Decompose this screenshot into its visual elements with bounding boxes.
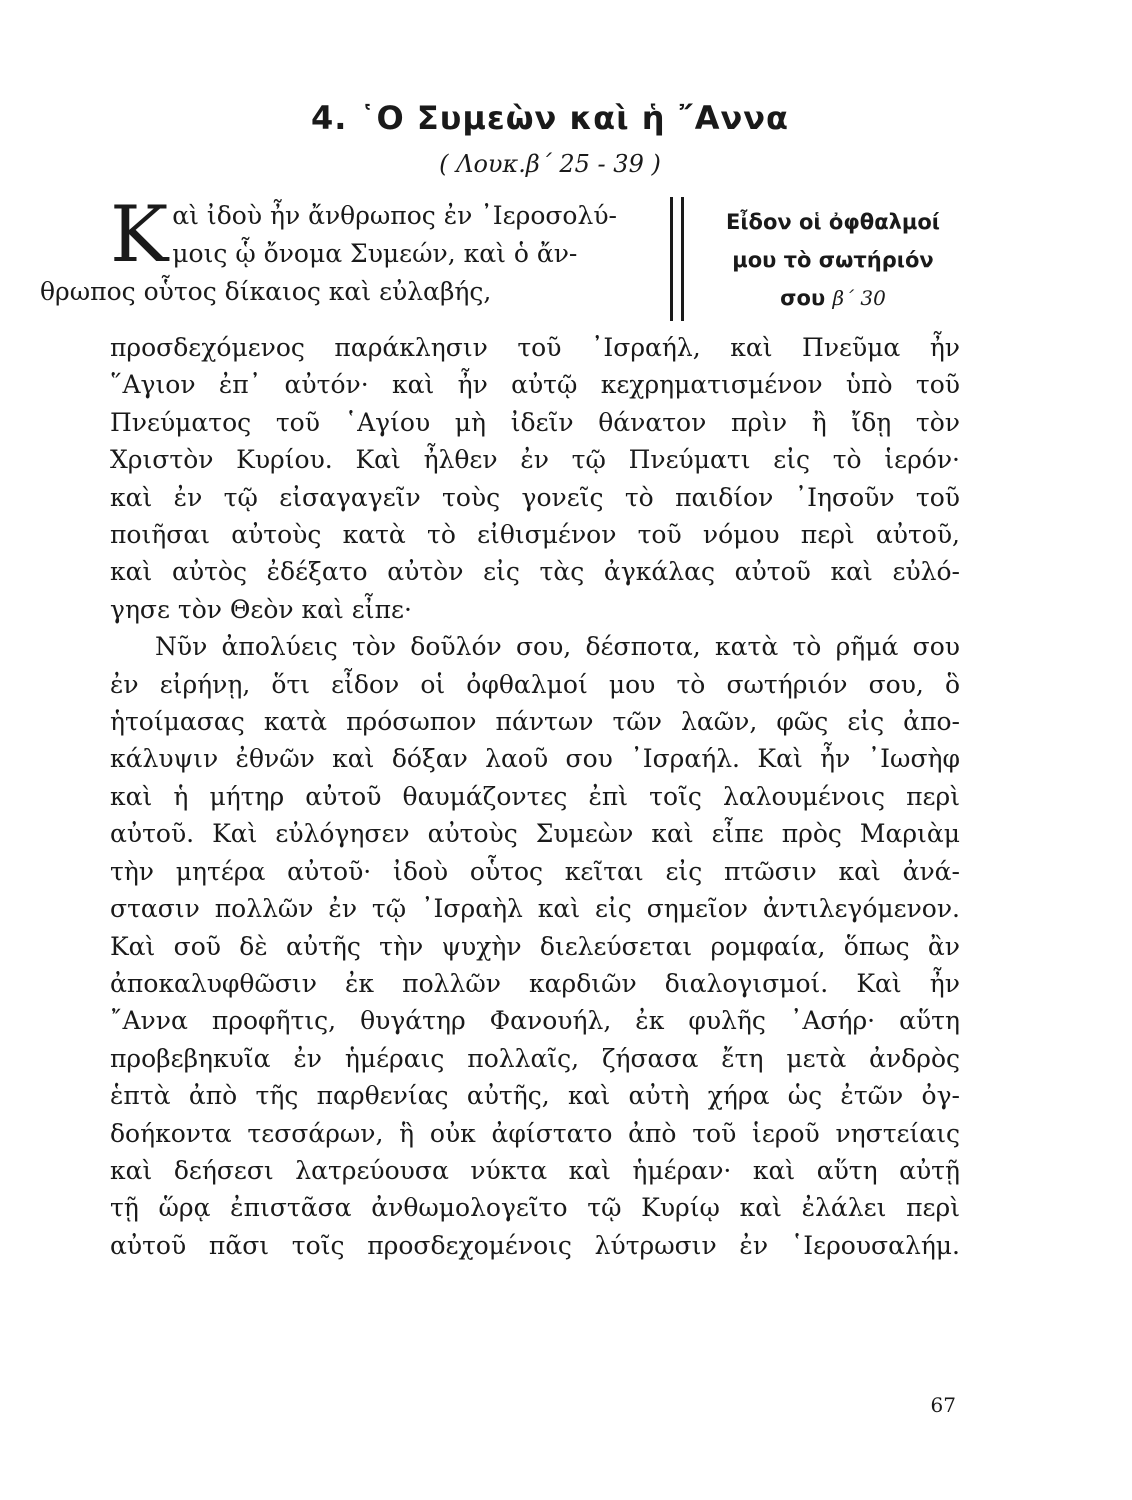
- text-line: ῞Αγιον ἐπ᾿ αὐτόν· καὶ ἦν αὐτῷ κεχρηματισμένον ὑπὸ τοῦ: [110, 370, 960, 400]
- paragraph-1: [110, 329, 960, 628]
- opening-line-1: αὶ ἰδοὺ ἦν ἄνθρωπος ἐν ᾿Ιεροσολύ-: [172, 201, 617, 230]
- text-line: καὶ αὐτὸς ἐδέξατο αὐτὸν εἰς τὰς ἀγκάλας αὐτοῦ καὶ εὐλό-: [110, 557, 960, 587]
- margin-rule: [670, 197, 684, 321]
- opening-block: [40, 190, 960, 329]
- text-line: αὐτοῦ. Καὶ εὐλόγησεν αὐτοὺς Συμεὼν καὶ εἶπε πρὸς Μαριὰμ: [110, 819, 960, 849]
- text-line: καὶ δεήσεσι λατρεύουσα νύκτα καὶ ἡμέραν· καὶ αὕτη αὐτῇ: [110, 1155, 960, 1185]
- text-line: προσδεχόμενος παράκλησιν τοῦ ᾿Ισραήλ, καὶ Πνεῦμα ἦν: [110, 333, 960, 362]
- text-line: καὶ ἡ μήτηρ αὐτοῦ θαυμάζοντες ἐπὶ τοῖς λαλουμένοις περὶ: [110, 781, 960, 811]
- side-note-reference: β΄ 30: [832, 286, 886, 310]
- side-note-line-2: μου τὸ σωτήριόν: [732, 248, 934, 272]
- side-note-line-1: Εἶδον οἱ ὀφθαλμοί: [726, 210, 940, 234]
- text-line: κάλυψιν ἐθνῶν καὶ δόξαν λαοῦ σου ᾿Ισραήλ. Καὶ ἦν ᾿Ιωσὴφ: [110, 744, 960, 774]
- text-line: αὐτοῦ πᾶσι τοῖς προσδεχομένοις λύτρωσιν ἐν ῾Ιερουσαλήμ.: [110, 1230, 960, 1260]
- text-line: τῇ ὥρᾳ ἐπιστᾶσα ἀνθωμολογεῖτο τῷ Κυρίῳ καὶ ἐλάλει περὶ: [110, 1193, 960, 1223]
- text-line: Χριστὸν Κυρίου. Καὶ ἦλθεν ἐν τῷ Πνεύματι εἰς τὸ ἱερόν·: [110, 445, 960, 475]
- paragraph-2: [110, 628, 960, 1264]
- text-line: ἑπτὰ ἀπὸ τῆς παρθενίας αὐτῆς, καὶ αὐτὴ χήρα ὡς ἐτῶν ὀγ-: [110, 1081, 960, 1111]
- text-line: ῎Αννα προφῆτις, θυγάτηρ Φανουήλ, ἐκ φυλῆς ᾿Ασήρ· αὕτη: [110, 1006, 960, 1036]
- text-line: στασιν πολλῶν ἐν τῷ ᾿Ισραὴλ καὶ εἰς σημεῖον ἀντιλεγόμενον.: [110, 894, 960, 924]
- side-note-line-3-text: σου: [780, 286, 826, 310]
- text-line: Πνεύματος τοῦ ῾Αγίου μὴ ἰδεῖν θάνατον πρὶν ἢ ἴδῃ τὸν: [110, 407, 960, 437]
- text-line: Καὶ σοῦ δὲ αὐτῆς τὴν ψυχὴν διελεύσεται ρομφαία, ὅπως ἂν: [110, 931, 960, 961]
- scripture-reference: ( Λουκ.β΄ 25 - 39 ): [439, 150, 661, 178]
- drop-capital: Κ: [110, 190, 169, 280]
- text-line: ἐν εἰρήνῃ, ὅτι εἶδον οἱ ὀφθαλμοί μου τὸ σωτήριόν σου, ὃ: [110, 669, 960, 699]
- text-line: ἀποκαλυφθῶσιν ἐκ πολλῶν καρδιῶν διαλογισμοί. Καὶ ἦν: [110, 968, 960, 998]
- text-line: Νῦν ἀπολύεις τὸν δοῦλόν σου, δέσποτα, κατὰ τὸ ρῆμά σου: [155, 632, 960, 662]
- opening-line-3: θρωπος οὗτος δίκαιος καὶ εὐλαβής,: [40, 277, 492, 306]
- side-note-line-3: [698, 279, 968, 317]
- side-note: [698, 203, 968, 317]
- opening-text: [40, 190, 640, 311]
- section-heading: 4. ῾Ο Συμεὼν καὶ ἡ ῎Αννα: [310, 99, 790, 137]
- text-line: προβεβηκυῖα ἐν ἡμέραις πολλαῖς, ζήσασα ἔτη μετὰ ἀνδρὸς: [110, 1043, 960, 1073]
- text-line: ποιῆσαι αὐτοὺς κατὰ τὸ εἰθισμένον τοῦ νόμου περὶ αὐτοῦ,: [110, 520, 960, 550]
- text-line: δοήκοντα τεσσάρων, ἣ οὐκ ἀφίστατο ἀπὸ τοῦ ἱεροῦ νηστείαις: [110, 1118, 960, 1148]
- opening-line-2: μοις ᾧ ὄνομα Συμεών, καὶ ὁ ἄν-: [172, 239, 578, 268]
- text-line: τὴν μητέρα αὐτοῦ· ἰδοὺ οὗτος κεῖται εἰς πτῶσιν καὶ ἀνά-: [110, 856, 960, 886]
- text-line: γησε τὸν Θεὸν καὶ εἶπε·: [110, 594, 412, 624]
- text-line: καὶ ἐν τῷ εἰσαγαγεῖν τοὺς γονεῖς τὸ παιδίον ᾿Ιησοῦν τοῦ: [110, 482, 960, 512]
- page-number: 67: [930, 1393, 956, 1417]
- text-line: ἡτοίμασας κατὰ πρόσωπον πάντων τῶν λαῶν, φῶς εἰς ἀπο-: [110, 707, 960, 737]
- book-page: [40, 95, 960, 1264]
